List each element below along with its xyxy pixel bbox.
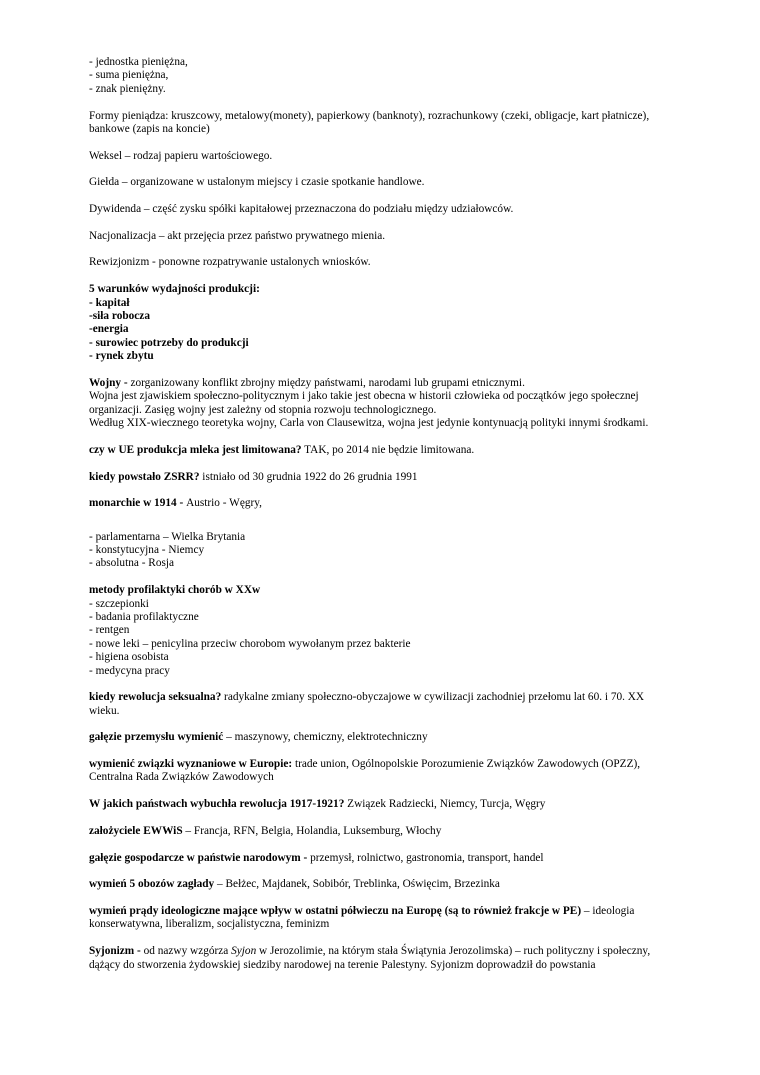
gielda-paragraph <box>89 176 679 189</box>
syjonizm-term: Syjonizm - <box>89 945 144 958</box>
answer-cont: Centralna Rada Związków Zawodowych <box>89 771 274 784</box>
answer: – maszynowy, chemiczny, elektrotechniczny <box>223 731 428 744</box>
answer: trade union, Ogólnopolskie Porozumienie Związków Zawodowych (OPZZ), <box>292 758 641 771</box>
list-item: - nowe leki – penicylina przeciw chorobom wywołanym przez bakterie <box>89 637 411 650</box>
rewizjonizm-text: Rewizjonizm - ponowne rozpatrywanie ustalonych wniosków. <box>89 256 371 269</box>
question: W jakich państwach wybuchła rewolucja 1917-1921? <box>89 798 345 811</box>
list-item: -energia <box>89 323 129 336</box>
weksel-text: Weksel – rodzaj papieru wartościowego. <box>89 149 273 162</box>
rewizjonizm-paragraph <box>89 256 679 269</box>
ewwis-qa <box>89 825 679 838</box>
dywidenda-text: Dywidenda – część zysku spółki kapitałowej przeznaczona do podziału między udziałowców. <box>89 203 514 216</box>
wojny-paragraph <box>89 377 679 431</box>
syjonizm-italic: Syjon <box>231 945 257 958</box>
list-item: - rentgen <box>89 624 130 637</box>
answer-cont: wieku. <box>89 704 120 717</box>
question: wymień prądy ideologiczne mające wpływ w ostatni półwieczu na Europę (są to również frakcje w PE) <box>89 905 582 917</box>
list-item: - konstytucyjna - Niemcy <box>89 544 205 557</box>
question: wymienić związki wyznaniowe w Europie: <box>89 758 293 771</box>
formy-paragraph <box>89 110 679 137</box>
warunki-heading: 5 warunków wydajności produkcji: <box>89 283 260 296</box>
answer-cont: konserwatywna, liberalizm, socjalistyczna, feminizm <box>89 918 330 931</box>
list-item: - znak pieniężny. <box>89 82 166 95</box>
question: czy w UE produkcja mleka jest limitowana? <box>89 443 302 456</box>
answer: – Bełżec, Majdanek, Sobibór, Treblinka, Oświęcim, Brzezinka <box>214 878 500 891</box>
answer: Związek Radziecki, Niemcy, Turcja, Węgry <box>344 798 546 811</box>
document-page <box>89 56 679 985</box>
list-item: - surowiec potrzeby do produkcji <box>89 336 249 349</box>
syjonizm-text: w Jerozolimie, na którym stała Świątynia Jerozolimska) – ruch polityczny i społeczny, <box>256 945 651 958</box>
wojny-definition: zorganizowany konflikt zbrojny między państwami, narodami lub grupami etnicznymi. <box>130 376 525 389</box>
nacjonalizacja-text: Nacjonalizacja – akt przejęcia przez państwo prywatnego mienia. <box>89 229 386 242</box>
rewolucja-seks-qa <box>89 691 679 718</box>
answer: istniało od 30 grudnia 1922 do 26 grudnia 1991 <box>199 470 418 483</box>
answer: radykalne zmiany społeczno-obyczajowe w cywilizacji zachodniej przełomu lat 60. i 70. XX <box>221 691 645 704</box>
mleko-qa <box>89 444 679 457</box>
question: gałęzie przemysłu wymienić <box>89 731 224 744</box>
answer: przemysł, rolnictwo, gastronomia, transport, handel <box>310 851 544 864</box>
question: gałęzie gospodarcze w państwie narodowym - <box>89 851 311 864</box>
list-item: - absolutna - Rosja <box>89 557 175 570</box>
wojny-line: Według XIX-wiecznego teoretyka wojny, Carla von Clausewitza, wojna jest jedynie kontynuacją polityki innymi środkami. <box>89 417 649 430</box>
question: wymień 5 obozów zagłady <box>89 878 215 891</box>
list-item: - suma pieniężna, <box>89 69 169 82</box>
list-item: - jednostka pieniężna, <box>89 56 188 68</box>
zsrr-qa <box>89 471 679 484</box>
list-item: - medycyna pracy <box>89 664 170 677</box>
rewolucja-1917-qa <box>89 798 679 811</box>
intro-list <box>89 56 679 96</box>
question: monarchie w 1914 - <box>89 497 187 510</box>
warunki-section <box>89 283 679 363</box>
weksel-paragraph <box>89 150 679 163</box>
nacjonalizacja-paragraph <box>89 230 679 243</box>
list-item: - higiena osobista <box>89 651 169 664</box>
zwiazki-qa <box>89 758 679 785</box>
formy-line: bankowe (zapis na koncie) <box>89 122 210 135</box>
wojny-line: Wojna jest zjawiskiem społeczno-politycznym i jako takie jest obecna w historii człowieka od początków jego społecznej <box>89 390 639 403</box>
syjonizm-text: od nazwy wzgórza <box>143 945 232 958</box>
syjonizm-paragraph <box>89 945 679 972</box>
answer: – ideologia <box>581 905 635 917</box>
galezie-gosp-qa <box>89 852 679 865</box>
prady-qa <box>89 905 679 932</box>
list-item: - rynek zbytu <box>89 350 154 363</box>
monarchie-qa <box>89 497 679 510</box>
wojny-line: organizacji. Zasięg wojny jest zależny od stopnia rozwoju technologicznego. <box>89 403 437 416</box>
list-item: - szczepionki <box>89 597 149 610</box>
dywidenda-paragraph <box>89 203 679 216</box>
formy-line: Formy pieniądza: kruszcowy, metalowy(monety), papierkowy (banknoty), rozrachunkowy (czeki, obligacje, kart płatnicze), <box>89 109 650 122</box>
question: kiedy powstało ZSRR? <box>89 470 200 483</box>
profilaktyka-heading: metody profilaktyki chorób w XXw <box>89 584 261 597</box>
list-item: - badania profilaktyczne <box>89 610 199 623</box>
obozy-qa <box>89 878 679 891</box>
question: założyciele EWWiS <box>89 824 183 837</box>
galezie-przem-qa <box>89 731 679 744</box>
list-item: - parlamentarna – Wielka Brytania <box>89 530 246 543</box>
list-item: -siła robocza <box>89 309 150 322</box>
answer: – Francja, RFN, Belgia, Holandia, Luksemburg, Włochy <box>182 824 442 837</box>
profilaktyka-section <box>89 584 679 678</box>
syjonizm-line: dążący do stworzenia żydowskiej siedziby narodowej na terenie Palestyny. Syjonizm doprowadził do powstania <box>89 958 596 971</box>
wojny-term: Wojny - <box>89 376 131 389</box>
question: kiedy rewolucja seksualna? <box>89 691 222 704</box>
answer: TAK, po 2014 nie będzie limitowana. <box>301 443 475 456</box>
ustroje-list <box>89 531 679 571</box>
answer: Austrio - Węgry, <box>186 497 262 510</box>
gielda-text: Giełda – organizowane w ustalonym miejscy i czasie spotkanie handlowe. <box>89 176 425 189</box>
list-item: - kapitał <box>89 296 130 309</box>
